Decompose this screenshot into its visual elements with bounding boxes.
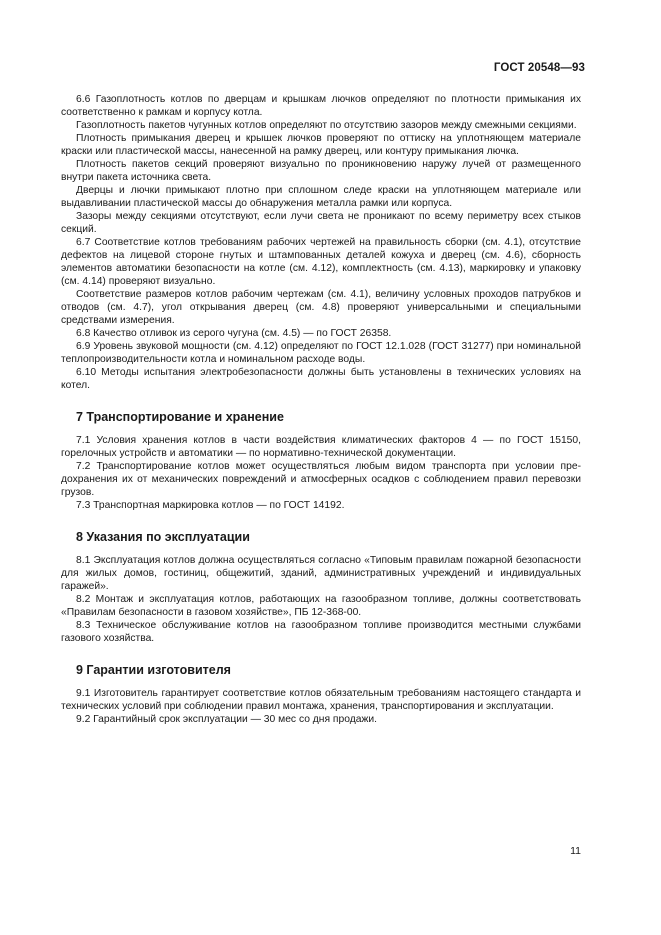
paragraph-9-1: 9.1 Изготовитель гарантирует соответствие котлов обязательным требованиям настоящего стандарта и технических условий при соблюдении правил монтажа, хранения, транспортирования и эксплуатации.	[61, 688, 581, 712]
paragraph: Дверцы и лючки примыкают плотно при сплошном следе краски на уплотняющем материале или выдавливании пластической массы до обнаружения металла рамки или корпуса.	[61, 185, 581, 209]
paragraph-8-1: 8.1 Эксплуатация котлов должна осуществляться согласно «Типовым правилам пожарной безопасности для жилых домов, гостиниц, общежитий, зданий, административных учреждений и индивидуальных гаражей».	[61, 555, 581, 592]
section-heading-9: 9 Гарантии изготовителя	[76, 663, 231, 677]
document-body	[61, 93, 581, 726]
paragraph-6-8: 6.8 Качество отливок из серого чугуна (см. 4.5) — по ГОСТ 26358.	[76, 328, 392, 339]
paragraph: Газоплотность пакетов чугунных котлов определяют по отсутствию зазоров между смежными секциями.	[76, 120, 577, 131]
paragraph: Соответствие размеров котлов рабочим чертежам (см. 4.1), величину условных проходов патрубков и отводов (см. 4.7), угол открывания дверец (см. 4.8) проверяют универсальными и специальными средствами измерения.	[61, 289, 581, 326]
section-heading-7: 7 Транспортирование и хранение	[76, 410, 284, 424]
paragraph-7-3: 7.3 Транспортная маркировка котлов — по ГОСТ 14192.	[76, 500, 345, 511]
standard-number: ГОСТ 20548—93	[493, 62, 585, 74]
paragraph-6-6: 6.6 Газоплотность котлов по дверцам и крышкам лючков определяют по плотности примыкания их соответственно к рамкам и корпусу котла.	[61, 94, 581, 118]
paragraph-8-2: 8.2 Монтаж и эксплуатация котлов, работающих на газообразном топливе, должны соответствовать «Правилам безопасности в газовом хозяйстве», ПБ 12-368-00.	[61, 594, 581, 618]
paragraph-6-10: 6.10 Методы испытания электробезопасности должны быть установлены в технических условиях на котел.	[61, 367, 581, 391]
paragraph: Плотность пакетов секций проверяют визуально по проникновению наружу лучей от размещенного внутри пакета источника света.	[61, 159, 581, 183]
paragraph-7-2: 7.2 Транспортирование котлов может осуществляться любым видом транспорта при условии предохранения их от механических повреждений и атмосферных осадков с соблюдением правил перевозки грузов.	[61, 461, 581, 498]
paragraph-7-1: 7.1 Условия хранения котлов в части воздействия климатических факторов 4 — по ГОСТ 15150, горелочных устройств и автоматики — по нормативно-технической документации.	[61, 435, 581, 459]
paragraph-9-2: 9.2 Гарантийный срок эксплуатации — 30 мес со дня продажи.	[76, 714, 377, 725]
page-number: 11	[570, 845, 581, 857]
paragraph: Зазоры между секциями отсутствуют, если лучи света не проникают по всему периметру всех стыков секций.	[61, 211, 581, 235]
paragraph-6-7: 6.7 Соответствие котлов требованиям рабочих чертежей на правильность сборки (см. 4.1), отсутствие дефектов на лицевой стороне гнутых и штампованных деталей кожуха и дверец (см. 4.6), сборность элементов автоматики безопасности на котле (см. 4.12), комплектность (см. 4.13), маркировку и упаковку (см. 4.14) проверяют визуально.	[61, 237, 581, 287]
paragraph: Плотность примыкания дверец и крышек лючков проверяют по оттиску на уплотняющем материале краски или пластической массы, нанесенной на рамку дверец, или контуру примыкания лючка.	[61, 133, 581, 157]
paragraph-8-3: 8.3 Техническое обслуживание котлов на газообразном топливе производится местными службами газового хозяйства.	[61, 620, 581, 644]
section-heading-8: 8 Указания по эксплуатации	[76, 530, 250, 544]
paragraph-6-9: 6.9 Уровень звуковой мощности (см. 4.12) определяют по ГОСТ 12.1.028 (ГОСТ 31277) при номинальной теплопроизводительности котла и номинальном расходе воды.	[61, 341, 581, 365]
